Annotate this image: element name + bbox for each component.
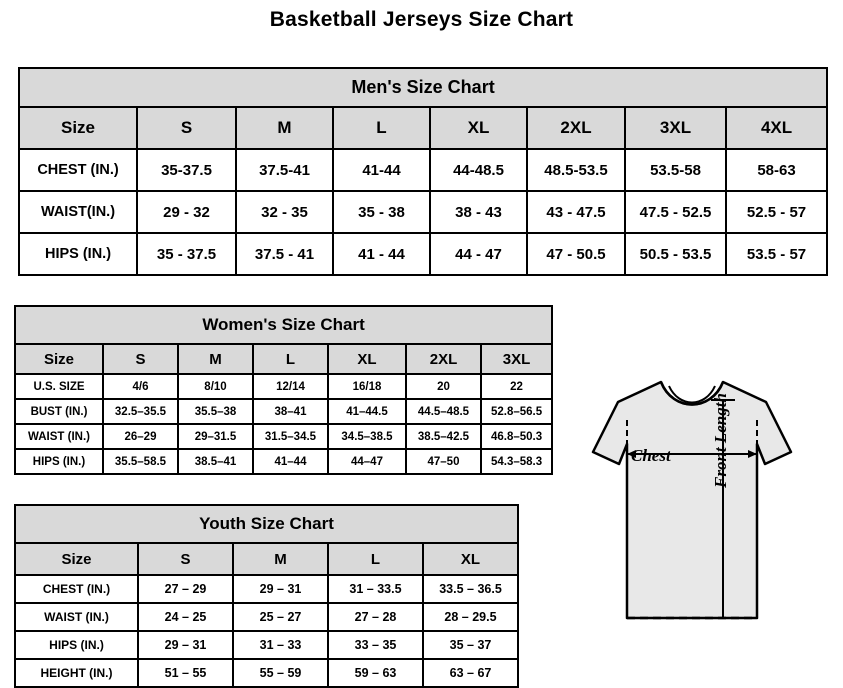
cell: 41–44.5 xyxy=(328,399,406,424)
column-header-s: S xyxy=(138,543,233,575)
cell: 55 – 59 xyxy=(233,659,328,687)
cell: 38 - 43 xyxy=(430,191,527,233)
cell: 38.5–42.5 xyxy=(406,424,481,449)
cell: 33.5 – 36.5 xyxy=(423,575,518,603)
cell: 29–31.5 xyxy=(178,424,253,449)
cell: 31 – 33 xyxy=(233,631,328,659)
row-label: WAIST (IN.) xyxy=(15,424,103,449)
cell: 43 - 47.5 xyxy=(527,191,625,233)
cell: 31.5–34.5 xyxy=(253,424,328,449)
cell: 54.3–58.3 xyxy=(481,449,552,474)
jersey-body-shape xyxy=(593,382,791,618)
womens-size-chart-table xyxy=(14,305,553,475)
cell: 4/6 xyxy=(103,374,178,399)
table-title-row xyxy=(15,306,552,344)
cell: 35 - 37.5 xyxy=(137,233,236,275)
row-label: CHEST (IN.) xyxy=(19,149,137,191)
cell: 44–47 xyxy=(328,449,406,474)
column-header-size: Size xyxy=(19,107,137,149)
column-header-s: S xyxy=(103,344,178,374)
cell: 29 – 31 xyxy=(233,575,328,603)
cell: 35 - 38 xyxy=(333,191,430,233)
youth-size-chart-table xyxy=(14,504,519,688)
cell: 26–29 xyxy=(103,424,178,449)
column-header-size: Size xyxy=(15,543,138,575)
table-row xyxy=(15,631,518,659)
cell: 35.5–58.5 xyxy=(103,449,178,474)
column-header-l: L xyxy=(253,344,328,374)
cell: 29 – 31 xyxy=(138,631,233,659)
mens-size-chart-table xyxy=(18,67,828,276)
table-row xyxy=(15,603,518,631)
column-header-3xl: 3XL xyxy=(625,107,726,149)
cell: 41-44 xyxy=(333,149,430,191)
column-header-m: M xyxy=(236,107,333,149)
row-label: CHEST (IN.) xyxy=(15,575,138,603)
column-header-xl: XL xyxy=(430,107,527,149)
cell: 53.5-58 xyxy=(625,149,726,191)
cell: 28 – 29.5 xyxy=(423,603,518,631)
jersey-illustration-icon xyxy=(543,360,843,680)
cell: 31 – 33.5 xyxy=(328,575,423,603)
row-label: HEIGHT (IN.) xyxy=(15,659,138,687)
cell: 35-37.5 xyxy=(137,149,236,191)
cell: 29 - 32 xyxy=(137,191,236,233)
row-label: HIPS (IN.) xyxy=(19,233,137,275)
womens-chart-title: Women's Size Chart xyxy=(15,306,552,344)
cell: 51 – 55 xyxy=(138,659,233,687)
cell: 47–50 xyxy=(406,449,481,474)
table-row xyxy=(19,233,827,275)
shirt-measurement-diagram xyxy=(543,360,843,680)
table-row xyxy=(15,424,552,449)
column-header-4xl: 4XL xyxy=(726,107,827,149)
column-header-xl: XL xyxy=(423,543,518,575)
cell: 58-63 xyxy=(726,149,827,191)
cell: 32 - 35 xyxy=(236,191,333,233)
page-title: Basketball Jerseys Size Chart xyxy=(269,8,574,31)
cell: 41–44 xyxy=(253,449,328,474)
column-header-m: M xyxy=(178,344,253,374)
cell: 37.5 - 41 xyxy=(236,233,333,275)
cell: 44-48.5 xyxy=(430,149,527,191)
cell: 27 – 29 xyxy=(138,575,233,603)
chest-measure-label: Chest xyxy=(631,446,671,465)
table-header-row xyxy=(19,107,827,149)
table-row xyxy=(19,191,827,233)
row-label: HIPS (IN.) xyxy=(15,449,103,474)
cell: 32.5–35.5 xyxy=(103,399,178,424)
column-header-size: Size xyxy=(15,344,103,374)
table-row xyxy=(15,449,552,474)
table-title-row xyxy=(15,505,518,543)
table-row xyxy=(15,399,552,424)
table-row xyxy=(15,575,518,603)
table-row xyxy=(15,374,552,399)
column-header-l: L xyxy=(333,107,430,149)
youth-chart-title: Youth Size Chart xyxy=(15,505,518,543)
cell: 12/14 xyxy=(253,374,328,399)
column-header-m: M xyxy=(233,543,328,575)
row-label: WAIST(IN.) xyxy=(19,191,137,233)
cell: 38.5–41 xyxy=(178,449,253,474)
cell: 50.5 - 53.5 xyxy=(625,233,726,275)
cell: 35.5–38 xyxy=(178,399,253,424)
column-header-s: S xyxy=(137,107,236,149)
column-header-3xl: 3XL xyxy=(481,344,552,374)
cell: 59 – 63 xyxy=(328,659,423,687)
cell: 16/18 xyxy=(328,374,406,399)
cell: 25 – 27 xyxy=(233,603,328,631)
table-row xyxy=(15,659,518,687)
row-label: HIPS (IN.) xyxy=(15,631,138,659)
cell: 44.5–48.5 xyxy=(406,399,481,424)
cell: 52.5 - 57 xyxy=(726,191,827,233)
column-header-2xl: 2XL xyxy=(527,107,625,149)
cell: 44 - 47 xyxy=(430,233,527,275)
cell: 46.8–50.3 xyxy=(481,424,552,449)
mens-chart-title: Men's Size Chart xyxy=(19,68,827,107)
column-header-xl: XL xyxy=(328,344,406,374)
front-length-measure-label: Front Length xyxy=(711,393,730,488)
cell: 47.5 - 52.5 xyxy=(625,191,726,233)
cell: 33 – 35 xyxy=(328,631,423,659)
cell: 27 – 28 xyxy=(328,603,423,631)
cell: 41 - 44 xyxy=(333,233,430,275)
row-label: BUST (IN.) xyxy=(15,399,103,424)
cell: 37.5-41 xyxy=(236,149,333,191)
cell: 22 xyxy=(481,374,552,399)
cell: 53.5 - 57 xyxy=(726,233,827,275)
cell: 48.5-53.5 xyxy=(527,149,625,191)
cell: 8/10 xyxy=(178,374,253,399)
cell: 38–41 xyxy=(253,399,328,424)
column-header-l: L xyxy=(328,543,423,575)
column-header-2xl: 2XL xyxy=(406,344,481,374)
cell: 63 – 67 xyxy=(423,659,518,687)
table-header-row xyxy=(15,344,552,374)
cell: 47 - 50.5 xyxy=(527,233,625,275)
cell: 24 – 25 xyxy=(138,603,233,631)
table-header-row xyxy=(15,543,518,575)
table-title-row xyxy=(19,68,827,107)
row-label: U.S. SIZE xyxy=(15,374,103,399)
cell: 52.8–56.5 xyxy=(481,399,552,424)
cell: 34.5–38.5 xyxy=(328,424,406,449)
cell: 35 – 37 xyxy=(423,631,518,659)
table-row xyxy=(19,149,827,191)
row-label: WAIST (IN.) xyxy=(15,603,138,631)
cell: 20 xyxy=(406,374,481,399)
